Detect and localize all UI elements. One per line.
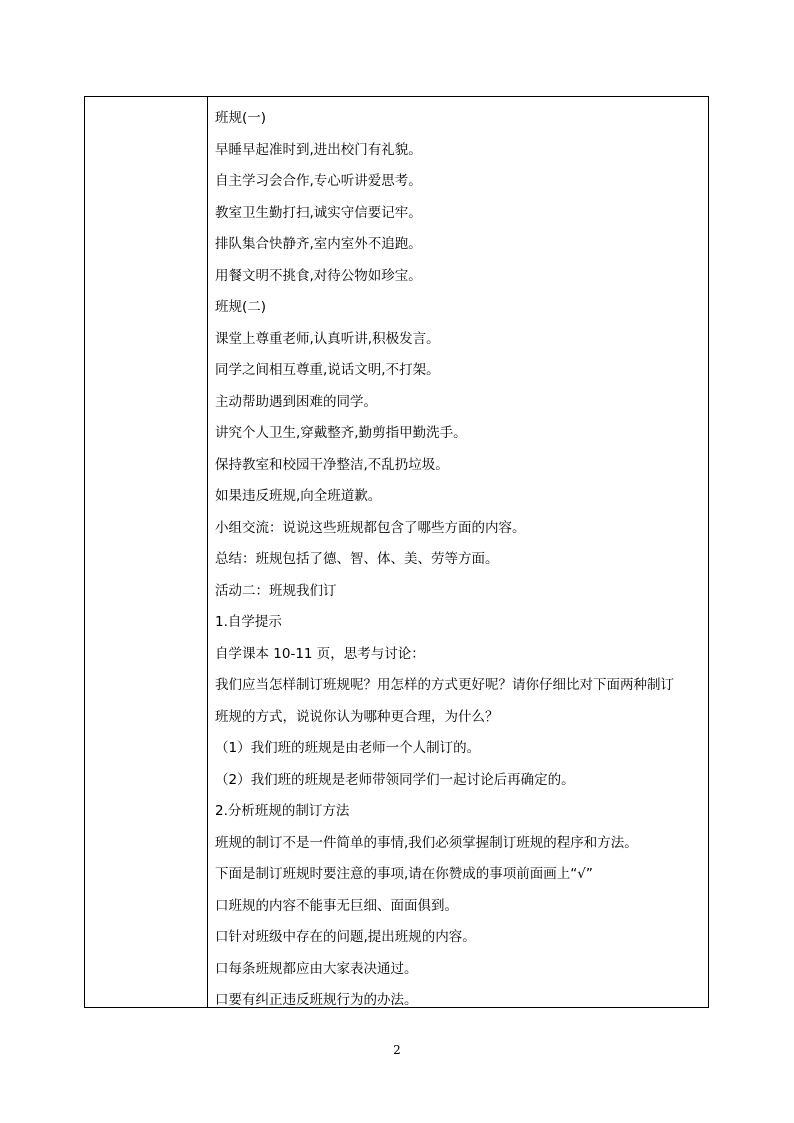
table-content-cell bbox=[215, 103, 702, 1017]
table-left-column bbox=[85, 97, 208, 1007]
text-line: 自主学习会合作,专心听讲爱思考。 bbox=[215, 173, 422, 189]
text-line: 自学课本 10-11 页，思考与讨论： bbox=[215, 645, 425, 662]
document-table bbox=[84, 96, 709, 1008]
checklist-item: 口要有纠正违反班规行为的办法。 bbox=[215, 992, 418, 1008]
heading-class-rules-2: 班规(二) bbox=[215, 299, 267, 315]
text-line: 早睡早起准时到,进出校门有礼貌。 bbox=[215, 141, 422, 158]
text-line: 讲究个人卫生,穿戴整齐,勤剪指甲勤洗手。 bbox=[215, 425, 467, 441]
page-number: 2 bbox=[393, 1043, 401, 1057]
text-line: 班规的方式，说说你认为哪种更合理，为什么？ bbox=[215, 708, 499, 725]
checklist-item: 口班规的内容不能事无巨细、面面俱到。 bbox=[215, 897, 458, 914]
text-line: 下面是制订班规时要注意的事项,请在你赞成的事项前面画上“√” bbox=[215, 866, 593, 882]
heading-class-rules-1: 班规(一) bbox=[215, 110, 267, 126]
activity-heading: 活动二：班规我们订 bbox=[215, 582, 337, 599]
section-heading: 1.自学提示 bbox=[215, 614, 282, 630]
text-line: 我们应当怎样制订班规呢？用怎样的方式更好呢？请你仔细比对下面两种制订 bbox=[215, 677, 674, 693]
text-line: 总结：班规包括了德、智、体、美、劳等方面。 bbox=[215, 551, 499, 567]
text-line: 班规的制订不是一件简单的事情,我们必须掌握制订班规的程序和方法。 bbox=[215, 834, 638, 851]
text-line: 课堂上尊重老师,认真听讲,积极发言。 bbox=[215, 330, 440, 347]
text-line: 教室卫生勤打扫,诚实守信要记牢。 bbox=[215, 204, 422, 221]
text-line: 主动帮助遇到困难的同学。 bbox=[215, 393, 377, 410]
checklist-item: 口针对班级中存在的问题,提出班规的内容。 bbox=[215, 929, 476, 945]
text-line: 同学之间相互尊重,说话文明,不打架。 bbox=[215, 362, 440, 378]
text-line: 排队集合快静齐,室内室外不追跑。 bbox=[215, 236, 422, 252]
section-heading: 2.分析班规的制订方法 bbox=[215, 803, 350, 819]
text-line: 保持教室和校园干净整洁,不乱扔垃圾。 bbox=[215, 456, 449, 473]
text-line: 用餐文明不挑食,对待公物如珍宝。 bbox=[215, 267, 422, 284]
text-line: 如果违反班规,向全班道歉。 bbox=[215, 488, 382, 504]
text-line: （2）我们班的班规是老师带领同学们一起讨论后再确定的。 bbox=[215, 771, 575, 788]
text-line: （1）我们班的班规是由老师一个人制订的。 bbox=[215, 740, 481, 756]
text-line: 小组交流：说说这些班规都包含了哪些方面的内容。 bbox=[215, 519, 526, 536]
checklist-item: 口每条班规都应由大家表决通过。 bbox=[215, 960, 418, 977]
